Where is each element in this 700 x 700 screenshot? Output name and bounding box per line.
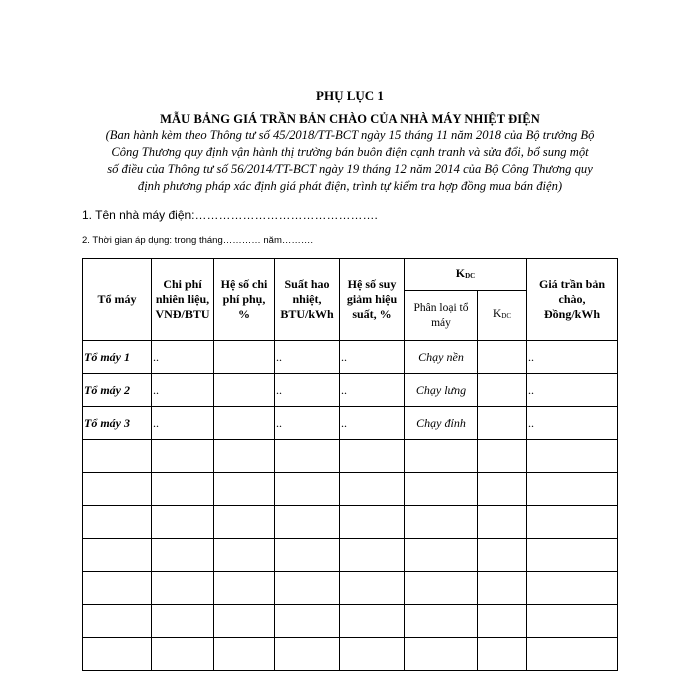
header-efficiency-line: suất, % bbox=[352, 307, 392, 321]
header-aux-cost-line: Hệ số chi bbox=[220, 277, 268, 291]
heat-rate-cell bbox=[275, 572, 340, 605]
plant-name-line: 1. Tên nhà máy điện:………………………………………. bbox=[82, 208, 378, 222]
fuel-cost-cell bbox=[152, 638, 214, 671]
header-unit-type-line: máy bbox=[431, 316, 451, 329]
header-kdc-group-subscript: DC bbox=[465, 271, 476, 280]
header-heat-rate bbox=[275, 259, 340, 341]
fuel-cost-cell bbox=[152, 539, 214, 572]
table-row bbox=[83, 473, 618, 506]
header-aux-cost-line: phí phụ, bbox=[222, 292, 266, 306]
header-fuel-cost-line: VNĐ/BTU bbox=[155, 307, 210, 321]
unit-cell bbox=[83, 638, 152, 671]
ceiling-price-cell: .. bbox=[527, 341, 618, 374]
table-row bbox=[83, 539, 618, 572]
kdc-cell bbox=[478, 572, 527, 605]
kdc-cell bbox=[478, 407, 527, 440]
unit-type-cell: Chạy nền bbox=[405, 341, 478, 374]
unit-cell: Tổ máy 2 bbox=[83, 374, 152, 407]
subtitle-line: Công Thương quy định vận hành thị trường bán buôn điện cạnh tranh và sửa đổi, bổ sung một bbox=[111, 145, 589, 159]
efficiency-cell bbox=[340, 473, 405, 506]
header-efficiency bbox=[340, 259, 405, 341]
fuel-cost-cell bbox=[152, 473, 214, 506]
subtitle-line: định phương pháp xác định giá phát điện, trình tự kiểm tra hợp đồng mua bán điện) bbox=[137, 179, 563, 193]
header-aux-cost bbox=[214, 259, 275, 341]
header-ceiling-line: chào, bbox=[558, 292, 586, 306]
efficiency-cell: .. bbox=[340, 341, 405, 374]
kdc-cell bbox=[478, 341, 527, 374]
efficiency-cell bbox=[340, 440, 405, 473]
efficiency-cell: .. bbox=[340, 407, 405, 440]
header-ceiling-price bbox=[527, 259, 618, 341]
kdc-cell bbox=[478, 605, 527, 638]
subtitle-line: số điều của Thông tư số 56/2014/TT-BCT ngày 19 tháng 12 năm 2014 của Bộ Công Thương quy bbox=[107, 162, 593, 176]
table-body bbox=[83, 341, 618, 671]
document-subtitle bbox=[78, 127, 622, 195]
header-efficiency-line: Hệ số suy bbox=[347, 277, 397, 291]
header-unit: Tổ máy bbox=[83, 259, 152, 341]
unit-cell bbox=[83, 473, 152, 506]
appendix-heading: PHỤ LỤC 1 bbox=[316, 88, 384, 103]
fuel-cost-cell bbox=[152, 572, 214, 605]
kdc-cell bbox=[478, 539, 527, 572]
efficiency-cell bbox=[340, 572, 405, 605]
kdc-cell bbox=[478, 506, 527, 539]
ceiling-price-cell: .. bbox=[527, 407, 618, 440]
efficiency-cell bbox=[340, 605, 405, 638]
efficiency-cell: .. bbox=[340, 374, 405, 407]
table-row bbox=[83, 341, 618, 374]
header-fuel-cost bbox=[152, 259, 214, 341]
heat-rate-cell bbox=[275, 473, 340, 506]
ceiling-price-cell bbox=[527, 473, 618, 506]
fuel-cost-cell: .. bbox=[152, 407, 214, 440]
header-ceiling-line: Giá trần bản bbox=[538, 277, 605, 291]
table-row bbox=[83, 605, 618, 638]
unit-cell: Tổ máy 1 bbox=[83, 341, 152, 374]
efficiency-cell bbox=[340, 506, 405, 539]
heat-rate-cell bbox=[275, 440, 340, 473]
subtitle-line: (Ban hành kèm theo Thông tư số 45/2018/TT-BCT ngày 15 tháng 11 năm 2018 của Bộ trưởng Bộ bbox=[105, 128, 595, 142]
header-unit-type bbox=[405, 291, 478, 341]
fuel-cost-cell: .. bbox=[152, 341, 214, 374]
aux-cost-cell bbox=[214, 440, 275, 473]
unit-type-cell bbox=[405, 605, 478, 638]
unit-cell bbox=[83, 506, 152, 539]
header-kdc bbox=[478, 291, 527, 341]
unit-type-cell bbox=[405, 539, 478, 572]
document-title: MẪU BẢNG GIÁ TRẦN BẢN CHÀO CỦA NHÀ MÁY NHIỆT ĐIỆN bbox=[160, 112, 540, 126]
fuel-cost-cell: .. bbox=[152, 374, 214, 407]
unit-cell bbox=[83, 539, 152, 572]
heat-rate-cell: .. bbox=[275, 374, 340, 407]
unit-type-cell bbox=[405, 473, 478, 506]
heat-rate-cell bbox=[275, 539, 340, 572]
header-heat-rate-line: BTU/kWh bbox=[280, 307, 334, 321]
kdc-cell bbox=[478, 473, 527, 506]
header-fuel-cost-line: Chi phí bbox=[163, 277, 202, 291]
table-row bbox=[83, 572, 618, 605]
heat-rate-cell: .. bbox=[275, 407, 340, 440]
unit-type-cell bbox=[405, 572, 478, 605]
ceiling-price-cell: .. bbox=[527, 374, 618, 407]
efficiency-cell bbox=[340, 638, 405, 671]
ceiling-price-cell bbox=[527, 638, 618, 671]
unit-cell bbox=[83, 572, 152, 605]
aux-cost-cell bbox=[214, 407, 275, 440]
header-kdc-subscript: DC bbox=[501, 312, 512, 320]
unit-cell bbox=[83, 440, 152, 473]
unit-type-cell bbox=[405, 506, 478, 539]
aux-cost-cell bbox=[214, 473, 275, 506]
table-row bbox=[83, 374, 618, 407]
kdc-cell bbox=[478, 638, 527, 671]
fuel-cost-cell bbox=[152, 605, 214, 638]
unit-type-cell: Chạy lưng bbox=[405, 374, 478, 407]
header-efficiency-line: giảm hiệu bbox=[346, 292, 398, 306]
kdc-cell bbox=[478, 374, 527, 407]
header-unit-type-line: Phân loại tổ bbox=[413, 301, 469, 314]
ceiling-price-table bbox=[82, 258, 618, 671]
heat-rate-cell bbox=[275, 506, 340, 539]
time-period-line: 2. Thời gian áp dụng: trong tháng………… năm………. bbox=[82, 235, 314, 246]
table-row bbox=[83, 506, 618, 539]
aux-cost-cell bbox=[214, 605, 275, 638]
aux-cost-cell bbox=[214, 374, 275, 407]
kdc-cell bbox=[478, 440, 527, 473]
unit-type-cell bbox=[405, 638, 478, 671]
table-row bbox=[83, 638, 618, 671]
heat-rate-cell bbox=[275, 638, 340, 671]
efficiency-cell bbox=[340, 539, 405, 572]
fuel-cost-cell bbox=[152, 440, 214, 473]
ceiling-price-cell bbox=[527, 440, 618, 473]
header-kdc-letter: K bbox=[492, 308, 502, 320]
table-row bbox=[83, 407, 618, 440]
unit-type-cell: Chạy đỉnh bbox=[405, 407, 478, 440]
aux-cost-cell bbox=[214, 539, 275, 572]
header-aux-cost-line: % bbox=[238, 307, 250, 321]
ceiling-price-cell bbox=[527, 605, 618, 638]
heat-rate-cell bbox=[275, 605, 340, 638]
header-kdc-group-letter: K bbox=[455, 265, 466, 280]
ceiling-price-cell bbox=[527, 506, 618, 539]
heat-rate-cell: .. bbox=[275, 341, 340, 374]
header-kdc-group bbox=[405, 259, 527, 291]
unit-cell bbox=[83, 605, 152, 638]
table-row bbox=[83, 440, 618, 473]
header-fuel-cost-line: nhiên liệu, bbox=[155, 292, 210, 306]
fuel-cost-cell bbox=[152, 506, 214, 539]
aux-cost-cell bbox=[214, 572, 275, 605]
unit-cell: Tổ máy 3 bbox=[83, 407, 152, 440]
aux-cost-cell bbox=[214, 506, 275, 539]
aux-cost-cell bbox=[214, 341, 275, 374]
ceiling-price-cell bbox=[527, 539, 618, 572]
aux-cost-cell bbox=[214, 638, 275, 671]
ceiling-price-cell bbox=[527, 572, 618, 605]
header-heat-rate-line: nhiệt, bbox=[292, 292, 322, 306]
header-ceiling-line: Đồng/kWh bbox=[543, 307, 601, 321]
header-heat-rate-line: Suất hao bbox=[284, 277, 330, 291]
unit-type-cell bbox=[405, 440, 478, 473]
